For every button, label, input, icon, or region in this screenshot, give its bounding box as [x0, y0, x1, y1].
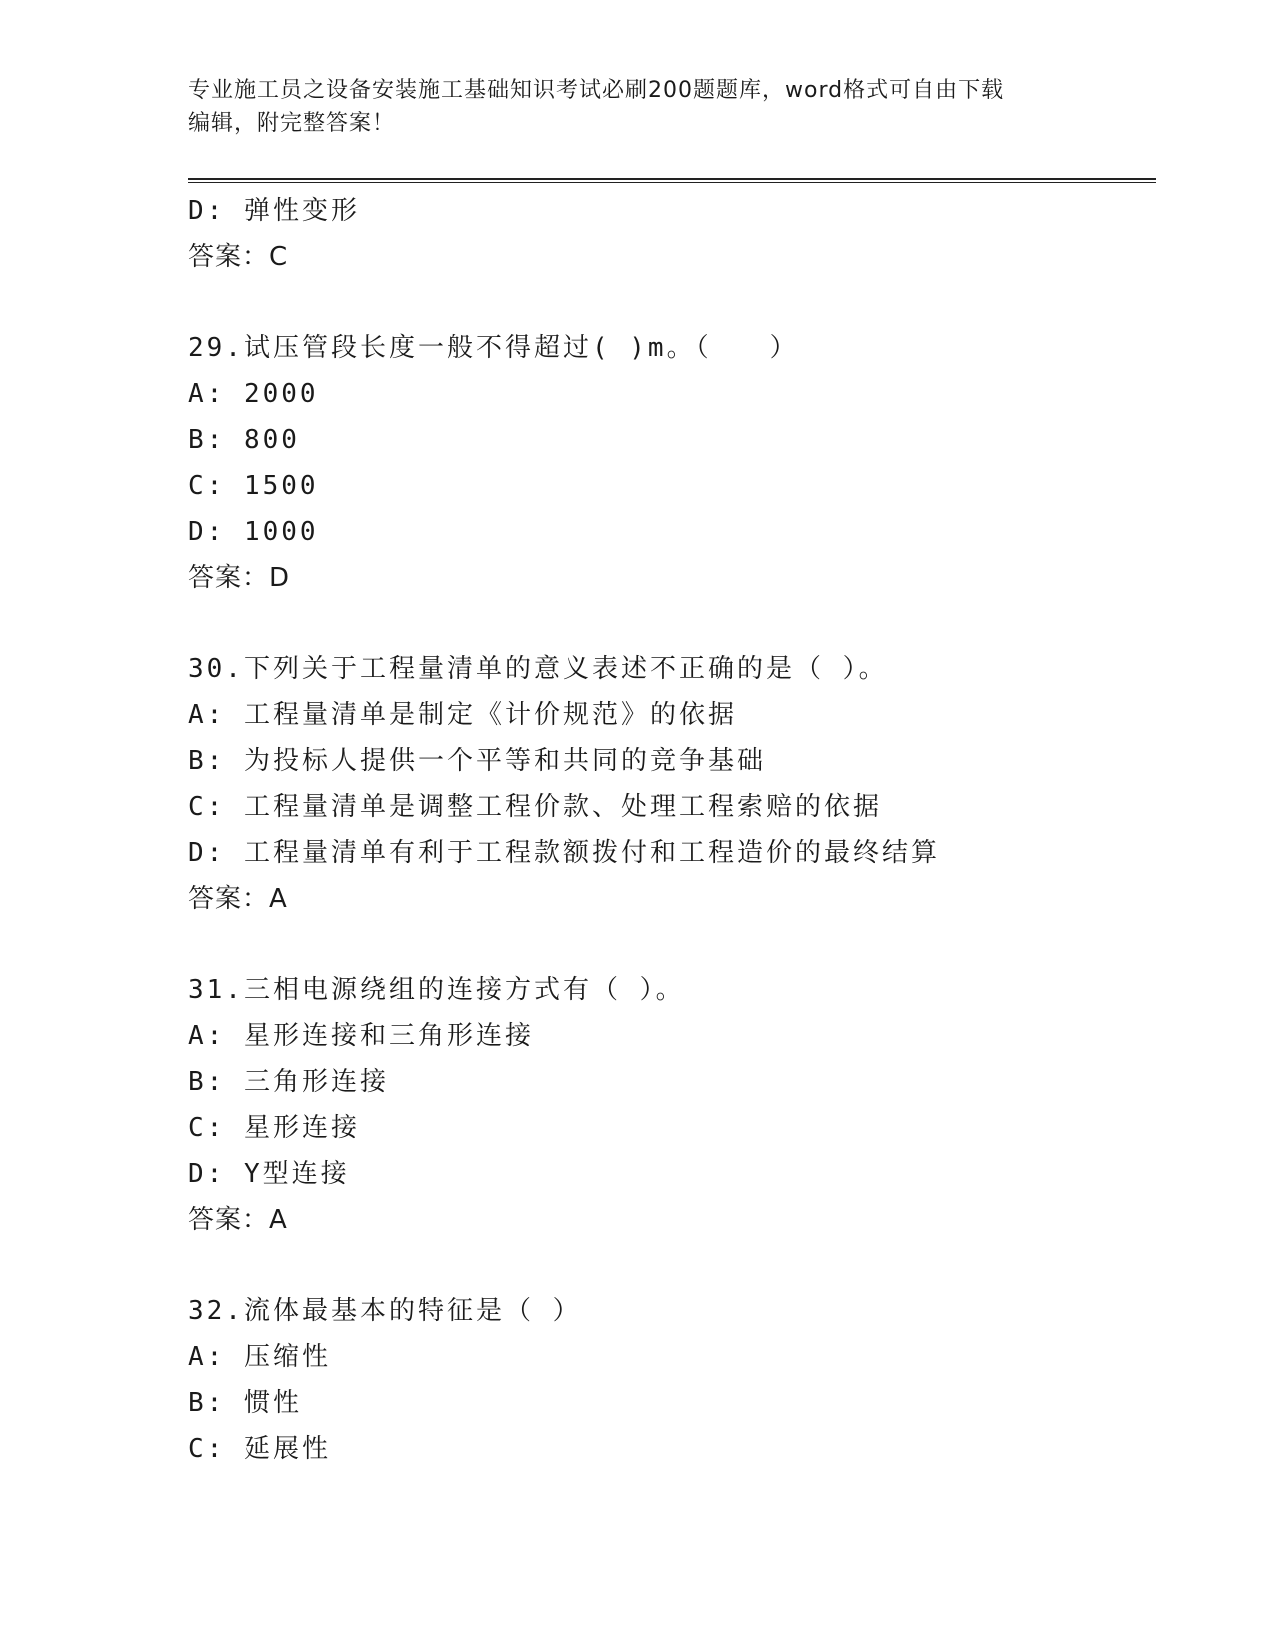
question-stem: 31.三相电源绕组的连接方式有（ ）。 — [188, 975, 685, 1005]
answer-line: 答案：D — [188, 563, 291, 593]
document-header — [188, 74, 1088, 140]
option-a: A: 压缩性 — [188, 1342, 331, 1372]
option-d: D: 1000 — [188, 517, 319, 547]
question-stem: 30.下列关于工程量清单的意义表述不正确的是（ ）。 — [188, 654, 888, 684]
option-c: C: 星形连接 — [188, 1113, 360, 1143]
header-divider-thick — [188, 178, 1156, 180]
option-c: C: 工程量清单是调整工程价款、处理工程索赔的依据 — [188, 792, 882, 822]
option-d: D: 工程量清单有利于工程款额拨付和工程造价的最终结算 — [188, 838, 940, 868]
option-d: D: Y型连接 — [188, 1159, 350, 1189]
option-a: A: 2000 — [188, 379, 319, 409]
answer-line: 答案：C — [188, 242, 289, 272]
question-28-tail — [188, 188, 1168, 280]
answer-line: 答案：A — [188, 884, 288, 914]
question-stem: 29.试压管段长度一般不得超过( )m。（ ） — [188, 333, 799, 363]
header-line-2: 编辑，附完整答案！ — [188, 111, 396, 136]
option-b: B: 三角形连接 — [188, 1067, 389, 1097]
question-31 — [188, 967, 1168, 1243]
header-line-1: 专业施工员之设备安装施工基础知识考试必刷200题题库，word格式可自由下载 — [188, 78, 1005, 103]
question-list — [188, 188, 1168, 1472]
option-a: A: 工程量清单是制定《计价规范》的依据 — [188, 700, 737, 730]
option-c: C: 1500 — [188, 471, 319, 501]
header-divider-thin — [188, 182, 1156, 183]
option-b: B: 惯性 — [188, 1388, 302, 1418]
answer-line: 答案：A — [188, 1205, 288, 1235]
option-c: C: 延展性 — [188, 1434, 331, 1464]
question-29 — [188, 325, 1168, 601]
option-b: B: 为投标人提供一个平等和共同的竞争基础 — [188, 746, 766, 776]
option-a: A: 星形连接和三角形连接 — [188, 1021, 534, 1051]
option-b: B: 800 — [188, 425, 300, 455]
question-32 — [188, 1288, 1168, 1472]
question-30 — [188, 646, 1168, 922]
option-d: D: 弹性变形 — [188, 196, 360, 226]
question-stem: 32.流体最基本的特征是（ ） — [188, 1296, 582, 1326]
